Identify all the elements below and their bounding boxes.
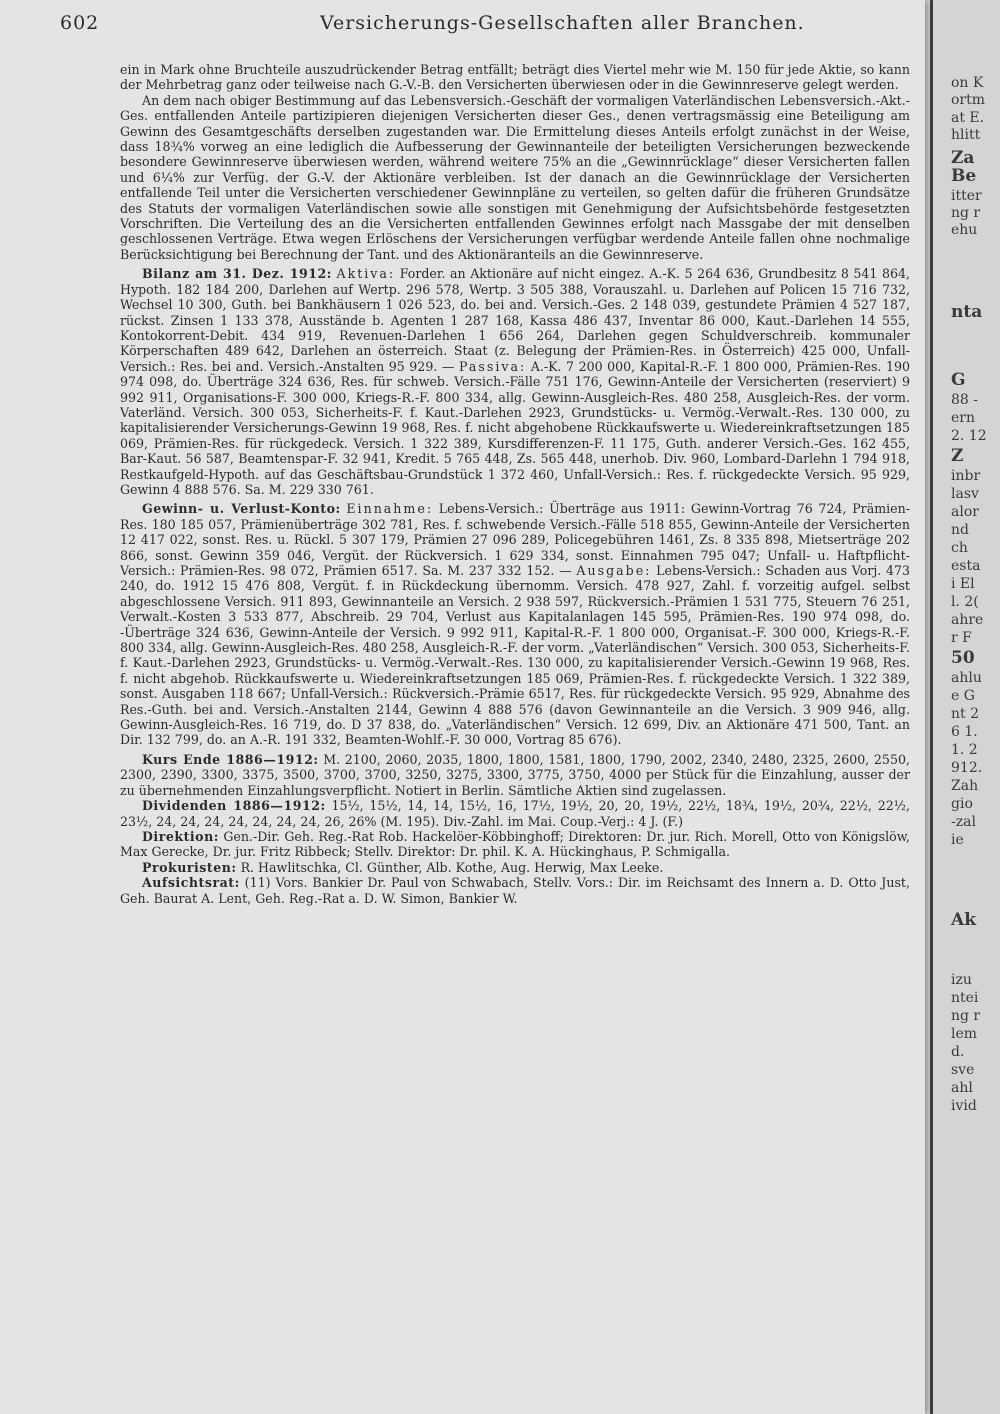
facing-page-text-fragment: 6 1. (951, 724, 978, 740)
facing-page-text-fragment: hlitt (951, 127, 981, 143)
facing-page-text-fragment: lem (951, 1026, 978, 1042)
aufsichtsrat-section (120, 875, 910, 906)
aufsichtsrat-text: (11) Vors. Bankier Dr. Paul von Schwabach, Stellv. Vors.: Dir. im Reichsamt des Innern a. D. Otto Just, Geh. Baurat A. Lent, Geh. Reg.-Rat a. D. W. Simon, Bankier W. (120, 875, 910, 906)
running-title: Versicherungs-Gesellschaften aller Branchen. (320, 12, 805, 34)
bilanz-passiva-text: A.-K. 7 200 000, Kapital-R.-F. 1 800 000, Prämien-Res. 190 974 098, do. Überträge 324 636, Res. für schweb. Versich.-Fälle 751 176, Gewinn-Anteile der Versicherten (reserviert) 9 992 911, Organisations-F. 300 000, Kriegs-R.-F. 800 334, allg. Gewinn-Ausgleich-Res. 480 258, Ausgleich-Res. der vorm. Vaterländ. Versich. 300 053, Sicherheits-F. f. Kaut.-Darlehen 2923, Grundstücks- u. Vermög.-Verwalt.-Res. 130 000, zu kapitalisierender Versicherungs-Gewinn 19 968, Res. f. nicht abgehobene Rückkaufswerte u. Wiedereinkraftsetzungen 185 069, Prämien-Res. für rückgedeck. Versich. 1 322 389, Kursdifferenzen-F. 11 175, Guth. anderer Versich.-Ges. 162 455, Bar-Kaut. 56 587, Beamtenspar-F. 32 941, Kredit. 5 765 448, Zs. 565 448, unerhob. Div. 960, Lombard-Darlehn 1 794 918, Restkaufgeld-Hypoth. auf das Geschäftsbau-Grundstück 1 372 460, Unfall-Versich.: Res. f. rückgedeckte Versich. 95 929, Gewinn 4 888 576. Sa. M. 229 330 761. (120, 358, 910, 497)
guv-einnahme-text: Lebens-Versich.: Überträge aus 1911: Gewinn-Vortrag 76 724, Prämien-Res. 180 185 057, Prämienüberträge 302 781, Res. f. schwebende Versich.-Fälle 518 855, Gewinn-Anteile der Versicherten 12 417 022, sonst. Res. u. Rückl. 5 307 179, Prämien 27 096 289, Policegebühren 1461, Zs. 8 335 898, Mietserträge 202 866, sonst. Gewinn 359 046, Vergüt. der Rückversich. 1 629 334, sonst. Einnahmen 795 047; Unfall- u. Haftpflicht-Versich.: Prämien-Res. 98 072, Prämien 6517. Sa. M. 237 332 152. — (120, 501, 910, 578)
facing-page-text-fragment: nd (951, 522, 969, 538)
direktion-section (120, 829, 910, 860)
facing-page-text-fragment: Ak (951, 910, 976, 930)
guv-ausgabe-label: Ausgabe: (576, 563, 652, 578)
guv-ausgabe-text: Lebens-Versich.: Schaden aus Vorj. 473 240, do. 1912 15 476 808, Vergüt. f. in Rückdeckung übernomm. Versich. 478 927, Zahl. f. vorzeitig aufgel. selbst abgeschlossene Versich. 911 893, Gewinnanteile an Versich. 2 938 597, Rückversich.-Prämien 1 531 775, Steuern 76 251, Verwalt.-Kosten 3 533 877, Abschreib. 29 704, Verlust aus Kapitalanlagen 145 595, Prämien-Res. 190 974 098, do. -Überträge 324 636, Gewinn-Anteile der Versich. 9 992 911, Kapital-R.-F. 1 800 000, Organisat.-F. 300 000, Kriegs-R.-F. 800 334, allg. Gewinn-Ausgleich-Res. 480 258, Ausgleich-R.-F. der vorm. „Vaterländischen“ Versich. 300 053, Sicherheits-F. f. Kaut.-Darlehen 2923, Grundstücks- u. Vermög.-Verwalt.-Res. 130 000, zu kapitalisierender Versich.-Gewinn 19 968, Res. f. nicht abgehob. Rückkaufswerte u. Wiedereinkraftsetzungen 185 069, Prämien-Res. f. rückgedeckte Versich. 1 322 389, sonst. Ausgaben 118 667; Unfall-Versich.: Rückversich.-Prämie 6517, Res. für rückgedeckte Versich. 95 929, Abnahme des Res.-Guth. bei and. Versich.-Anstalten 2144, Gewinn 4 888 576 (davon Gewinnanteile an die Versich. 3 909 946, allg. Gewinn-Ausgleich-Res. 16 719, do. D 37 838, do. „Vaterländischen“ Versich. 12 699, Div. an Aktionäre 471 500, Tant. an Dir. 132 799, do. an A.-R. 191 332, Beamten-Wohlf.-F. 30 000, Vortrag 85 676). (120, 563, 910, 748)
facing-page-text-fragment: e G (951, 688, 975, 704)
facing-page-text-fragment: 50 (951, 648, 975, 668)
facing-page-text-fragment: ahl (951, 1080, 973, 1096)
facing-page-text-fragment: nt 2 (951, 706, 979, 722)
anteil-paragraph: An dem nach obiger Bestimmung auf das Lebensversich.-Geschäft der vormaligen Vaterländischen Lebensversich.-Akt.-Ges. entfallenden Anteile partizipieren diejenigen Versicherten dieser Ges., denen vertragsmässig eine Beteiligung am Gewinn des Gesamtgeschäfts derselben zugestanden war. Die Ermittelung dieses Anteils erfolgt zunächst in der Weise, dass 18¾% vorweg an eine lediglich die Aufbesserung der Gewinnanteile der beteiligten Versicherungen bezweckende besondere Gewinnreserve überwiesen werden, während weitere 75% an die „Gewinnrücklage“ dieser Versicherten fallen und 6¼% zur Verfüg. der G.-V. der Aktionäre verbleiben. Ist der danach an die Gewinnrücklage der Versicherten entfallende Teil unter die Versicherten verschiedener Gewinnpläne zu verteilen, so gelten dafür die früheren Grundsätze des Statuts der vormaligen Vaterländischen sowie alle sonstigen mit Genehmigung der Aufsichtsbehörde festgesetzten Vorschriften. Die Verteilung des an die Versicherten entfallenden Gewinnes erfolgt nach Massgabe der mit denselben geschlossenen Verträge. Etwa wegen Erlöschens der Versicherungen verfügbar werdende Anteile fallen ohne nochmalige Berücksichtigung bei Berechnung der Tant. und des Aktionäranteils an die Gewinnreserve. (120, 92, 910, 262)
facing-page-text-fragment: -zal (951, 814, 976, 830)
facing-page-text-fragment: ng r (951, 1008, 981, 1024)
facing-page-text-fragment: ivid (951, 1098, 977, 1114)
facing-page-text-fragment: itter (951, 188, 982, 204)
facing-page-text-fragment: izu (951, 972, 972, 988)
prokuristen-section (120, 860, 910, 875)
facing-page-text-fragment: at E. (951, 110, 985, 126)
facing-page-text-fragment: 1. 2 (951, 742, 978, 758)
page-number: 602 (60, 12, 100, 34)
facing-page-text-fragment: nta (951, 302, 983, 322)
facing-page-text-fragment: r F (951, 630, 972, 646)
facing-page-text-fragment: ern (951, 410, 975, 426)
bilanz-passiva-label: Passiva: (458, 358, 527, 374)
facing-page-text-fragment: inbr (951, 468, 981, 484)
facing-page-text-fragment: G (951, 370, 966, 390)
kurs-section (120, 752, 910, 798)
intro-paragraph: ein in Mark ohne Bruchteile auszudrückender Betrag entfällt; beträgt dies Viertel mehr wie M. 150 für jede Aktie, so kann der Mehrbetrag ganz oder teilweise nach G.-V.-B. den Versicherten überwiesen oder in die Gewinnreserve gelegt werden. (120, 62, 910, 93)
page-gutter (930, 0, 933, 1414)
facing-page-text-fragment: ntei (951, 990, 979, 1006)
facing-page-text-fragment: Za (951, 148, 975, 168)
page-body (120, 62, 910, 1402)
facing-page-text-fragment: Be (951, 166, 977, 186)
facing-page-text-fragment: l. 2( (951, 594, 979, 610)
facing-page-text-fragment: d. (951, 1044, 965, 1060)
facing-page-text-fragment: alor (951, 504, 979, 520)
dividenden-text: 15½, 15½, 14, 14, 15½, 16, 17½, 19½, 20, 20, 19½, 22½, 18¾, 19½, 20¾, 22½, 22½, 23½, 24, 24, 24, 24, 24, 24, 24, 26, 26% (M. 195). Div.-Zahl. im Mai. Coup.-Verj.: 4 J. (F.) (120, 798, 910, 829)
facing-page-text-fragment: gio (951, 796, 973, 812)
facing-page-text-fragment: ie (951, 832, 964, 848)
page-header (60, 12, 885, 42)
dividenden-label: Dividenden 1886—1912: (142, 798, 326, 814)
facing-page-text-fragment: 2. 12 (951, 428, 987, 444)
facing-page-text-fragment: i El (951, 576, 975, 592)
prokuristen-text: R. Hawlitschka, Cl. Günther, Alb. Kothe, Aug. Herwig, Max Leeke. (240, 859, 664, 875)
guv-einnahme-label: Einnahme: (346, 501, 434, 517)
facing-page-text-fragment: esta (951, 558, 981, 574)
facing-page-text-fragment: Z (951, 446, 964, 466)
bilanz-section (120, 266, 910, 497)
facing-page-text-fragment: on K (951, 75, 984, 91)
facing-page-text-fragment: lasv (951, 486, 979, 502)
facing-page-text-fragment: Zah (951, 778, 979, 794)
direktion-label: Direktion: (142, 828, 219, 844)
facing-page-text-fragment: ehu (951, 222, 978, 238)
facing-page-text-fragment: ahlu (951, 670, 982, 686)
facing-page-text-fragment: sve (951, 1062, 975, 1078)
facing-page-text-fragment: ortm (951, 92, 986, 108)
bilanz-aktiva-text: Forder. an Aktionäre auf nicht eingez. A.-K. 5 264 636, Grundbesitz 8 541 864, Hypoth. 182 184 200, Darlehen auf Wertp. 296 578, Wertp. 3 505 388, Vorauszahl. u. Darlehen auf Policen 15 716 732, Wechsel 10 300, Guth. bei Bankhäusern 1 026 523, do. bei and. Versich.-Ges. 2 148 039, gestundete Prämien 4 527 187, rückst. Zinsen 1 133 378, Ausstände b. Agenten 1 287 168, Kassa 486 437, Inventar 86 000, Kaut.-Darlehen 14 555, Kontokorrent-Debit. 434 919, Revenuen-Darlehen 1 656 264, Darlehen gegen Schuldverschreib. kommunaler Körperschaften 489 642, Darlehen an österreich. Staat (z. Belegung der Prämien-Res. in Österreich) 425 000, Unfall-Versich.: Res. bei and. Versich.-Anstalten 95 929. — (120, 266, 910, 374)
facing-page-text-fragment: 912. (951, 760, 983, 776)
direktion-text: Gen.-Dir. Geh. Reg.-Rat Rob. Hackelöer-Köbbinghoff; Direktoren: Dr. jur. Rich. Morell, Otto von Königslöw, Max Gerecke, Dr. jur. Fritz Ribbeck; Stellv. Direktor: Dr. phil. K. A. Hückinghaus, P. Schmigalla. (120, 828, 910, 860)
dividenden-section (120, 798, 910, 829)
bilanz-aktiva-label: Aktiva: (336, 266, 396, 282)
facing-page-text-fragment: ahre (951, 612, 984, 628)
facing-page-text-fragment: ng r (951, 205, 981, 221)
aufsichtsrat-label: Aufsichtsrat: (142, 875, 240, 891)
kurs-label: Kurs Ende 1886—1912: (142, 751, 319, 767)
bilanz-label: Bilanz am 31. Dez. 1912: (142, 266, 332, 282)
facing-page-fragment (935, 0, 1000, 1414)
guv-section (120, 501, 910, 748)
prokuristen-label: Prokuristen: (142, 859, 237, 875)
facing-page-text-fragment: ch (951, 540, 968, 556)
facing-page-text-fragment: 88 - (951, 392, 978, 408)
guv-label: Gewinn- u. Verlust-Konto: (142, 501, 341, 517)
kurs-text: M. 2100, 2060, 2035, 1800, 1800, 1581, 1800, 1790, 2002, 2340, 2480, 2325, 2600, 2550, 2300, 2390, 3300, 3375, 3500, 3700, 3700, 3250, 3275, 3300, 3775, 3750, 4000 per Stück für die Einzahlung, ausser der zu übernehmenden Einzahlungsverpflicht. Notiert in Berlin. Sämtliche Aktien sind zugelassen. (120, 751, 910, 798)
